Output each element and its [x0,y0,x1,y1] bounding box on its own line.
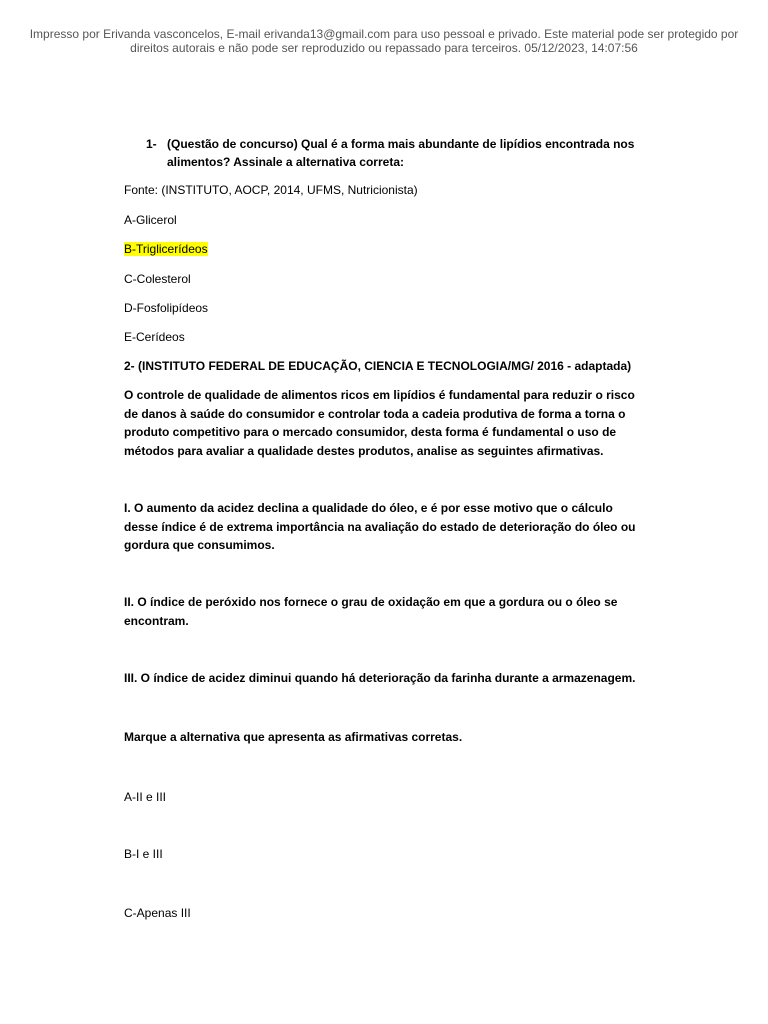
question-1-number: 1- [146,137,157,151]
question-1-option-c: C-Colesterol [124,272,191,286]
document-body [124,135,644,920]
question-2-option-b: B-I e III [124,847,163,861]
question-2-prompt: Marque a alternativa que apresenta as afirmativas corretas. [124,730,463,744]
question-2-heading: 2- (INSTITUTO FEDERAL DE EDUCAÇÃO, CIENCIA E TECNOLOGIA/MG/ 2016 - adaptada) [124,359,632,373]
question-1-source: Fonte: (INSTITUTO, AOCP, 2014, UFMS, Nutricionista) [124,183,418,197]
question-1-heading [124,135,644,171]
question-2-intro: O controle de qualidade de alimentos ricos em lipídios é fundamental para reduzir o risco de danos à saúde do consumidor e controlar toda a cadeia produtiva de forma a torna o produto competitivo para o mercado consumidor, desta forma é fundamental o uso de métodos para avaliar a qualidade destes produtos, analise as seguintes afirmativas. [124,388,635,458]
question-1-option-d: D-Fosfolipídeos [124,301,209,315]
watermark-line-1: Impresso por Erivanda vasconcelos, E-mail erivanda13@gmail.com para uso pessoal e privado. Este material pode ser protegido por [29,27,739,41]
question-2-option-c: C-Apenas III [124,906,191,920]
answer-highlight: B-Triglicerídeos [124,242,208,256]
statement-1: I. O aumento da acidez declina a qualidade do óleo, e é por esse motivo que o cálculo desse índice é de extrema importância na avaliação do estado de deterioração do óleo ou gordura que consumimos. [124,501,636,552]
question-1-text: (Questão de concurso) Qual é a forma mais abundante de lipídios encontrada nos alimentos? Assinale a alternativa correta: [167,137,635,169]
question-2-option-a: A-II e III [124,790,167,804]
question-1-option-a: A-Glicerol [124,213,177,227]
print-watermark [20,27,748,55]
statement-3: III. O índice de acidez diminui quando há deterioração da farinha durante a armazenagem. [124,671,636,685]
question-1-option-e: E-Cerídeos [124,330,185,344]
watermark-line-2: direitos autorais e não pode ser reproduzido ou repassado para terceiros. 05/12/2023, 14:07:56 [130,41,638,55]
question-1-option-b [124,241,208,257]
statement-2: II. O índice de peróxido nos fornece o grau de oxidação em que a gordura ou o óleo se encontram. [124,595,618,628]
